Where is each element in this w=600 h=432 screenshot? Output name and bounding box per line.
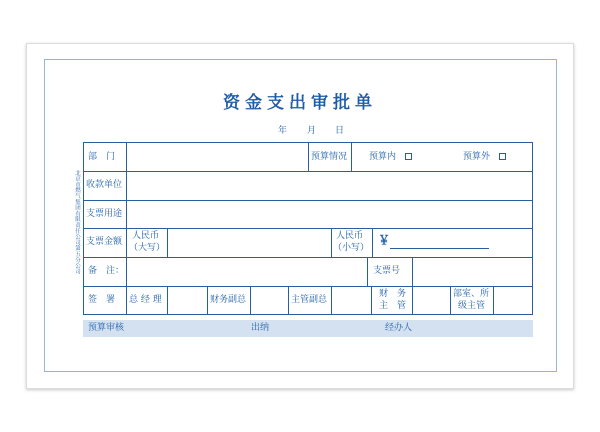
rmb-lower-label-line1: 人民币 xyxy=(336,231,364,241)
date-year-label: 年 xyxy=(278,126,288,136)
rmb-upper-label-line2: （大写） xyxy=(129,243,166,253)
budget-status-label: 预算情况 xyxy=(311,152,348,162)
cashier-label: 出纳 xyxy=(251,323,270,333)
handler-label: 经办人 xyxy=(385,323,413,333)
department-label: 部 门 xyxy=(88,152,116,162)
department-field[interactable] xyxy=(127,143,308,171)
issuer-side-text: 北京市燃气集团有限责任公司第五分公司 xyxy=(74,170,80,275)
supervisor-deputy-signature[interactable] xyxy=(332,287,371,314)
payee-field[interactable] xyxy=(127,172,532,200)
finance-supervisor-label-line2: 主 管 xyxy=(379,301,407,311)
amount-underline xyxy=(390,248,489,249)
finance-deputy-label: 财务副总 xyxy=(210,295,247,305)
dept-supervisor-label-line1: 部室、所 xyxy=(453,289,490,299)
check-number-field[interactable] xyxy=(413,258,532,286)
approval-grid xyxy=(83,142,533,315)
finance-supervisor-label-line1: 财 务 xyxy=(379,289,407,299)
rmb-upper-label-line1: 人民币 xyxy=(132,231,160,241)
dept-supervisor-label-line2: 级主管 xyxy=(458,301,486,311)
finance-deputy-signature[interactable] xyxy=(251,287,288,314)
purpose-label: 支票用途 xyxy=(86,209,123,219)
remark-field[interactable] xyxy=(127,258,367,286)
purpose-field[interactable] xyxy=(127,201,532,228)
amount-label: 支票金额 xyxy=(86,237,123,247)
amount-uppercase-field[interactable] xyxy=(168,229,331,257)
general-manager-label: 总 经 理 xyxy=(129,295,162,305)
supervisor-deputy-label: 主管副总 xyxy=(291,295,328,305)
budget-review-label: 预算审核 xyxy=(88,323,125,333)
general-manager-signature[interactable] xyxy=(168,287,207,314)
footer-bar xyxy=(83,320,533,337)
within-budget-checkbox[interactable] xyxy=(405,153,412,160)
rmb-lower-label-line2: （小写） xyxy=(333,243,370,253)
remark-label: 备 注： xyxy=(88,266,125,276)
date-month-label: 月 xyxy=(307,126,317,136)
yen-icon: ￥ xyxy=(378,233,391,247)
outside-budget-checkbox[interactable] xyxy=(499,153,506,160)
sign-label: 签 署 xyxy=(88,295,116,305)
payee-label: 收款单位 xyxy=(86,180,123,190)
check-number-label: 支票号 xyxy=(373,266,401,276)
within-budget-label: 预算内 xyxy=(369,152,397,162)
dept-supervisor-signature[interactable] xyxy=(494,287,532,314)
amount-numeric-field[interactable] xyxy=(390,230,490,247)
date-day-label: 日 xyxy=(335,126,345,136)
form-title: 资金支出审批单 xyxy=(223,93,377,113)
finance-supervisor-signature[interactable] xyxy=(413,287,450,314)
outside-budget-label: 预算外 xyxy=(463,152,491,162)
date-row xyxy=(262,123,382,137)
